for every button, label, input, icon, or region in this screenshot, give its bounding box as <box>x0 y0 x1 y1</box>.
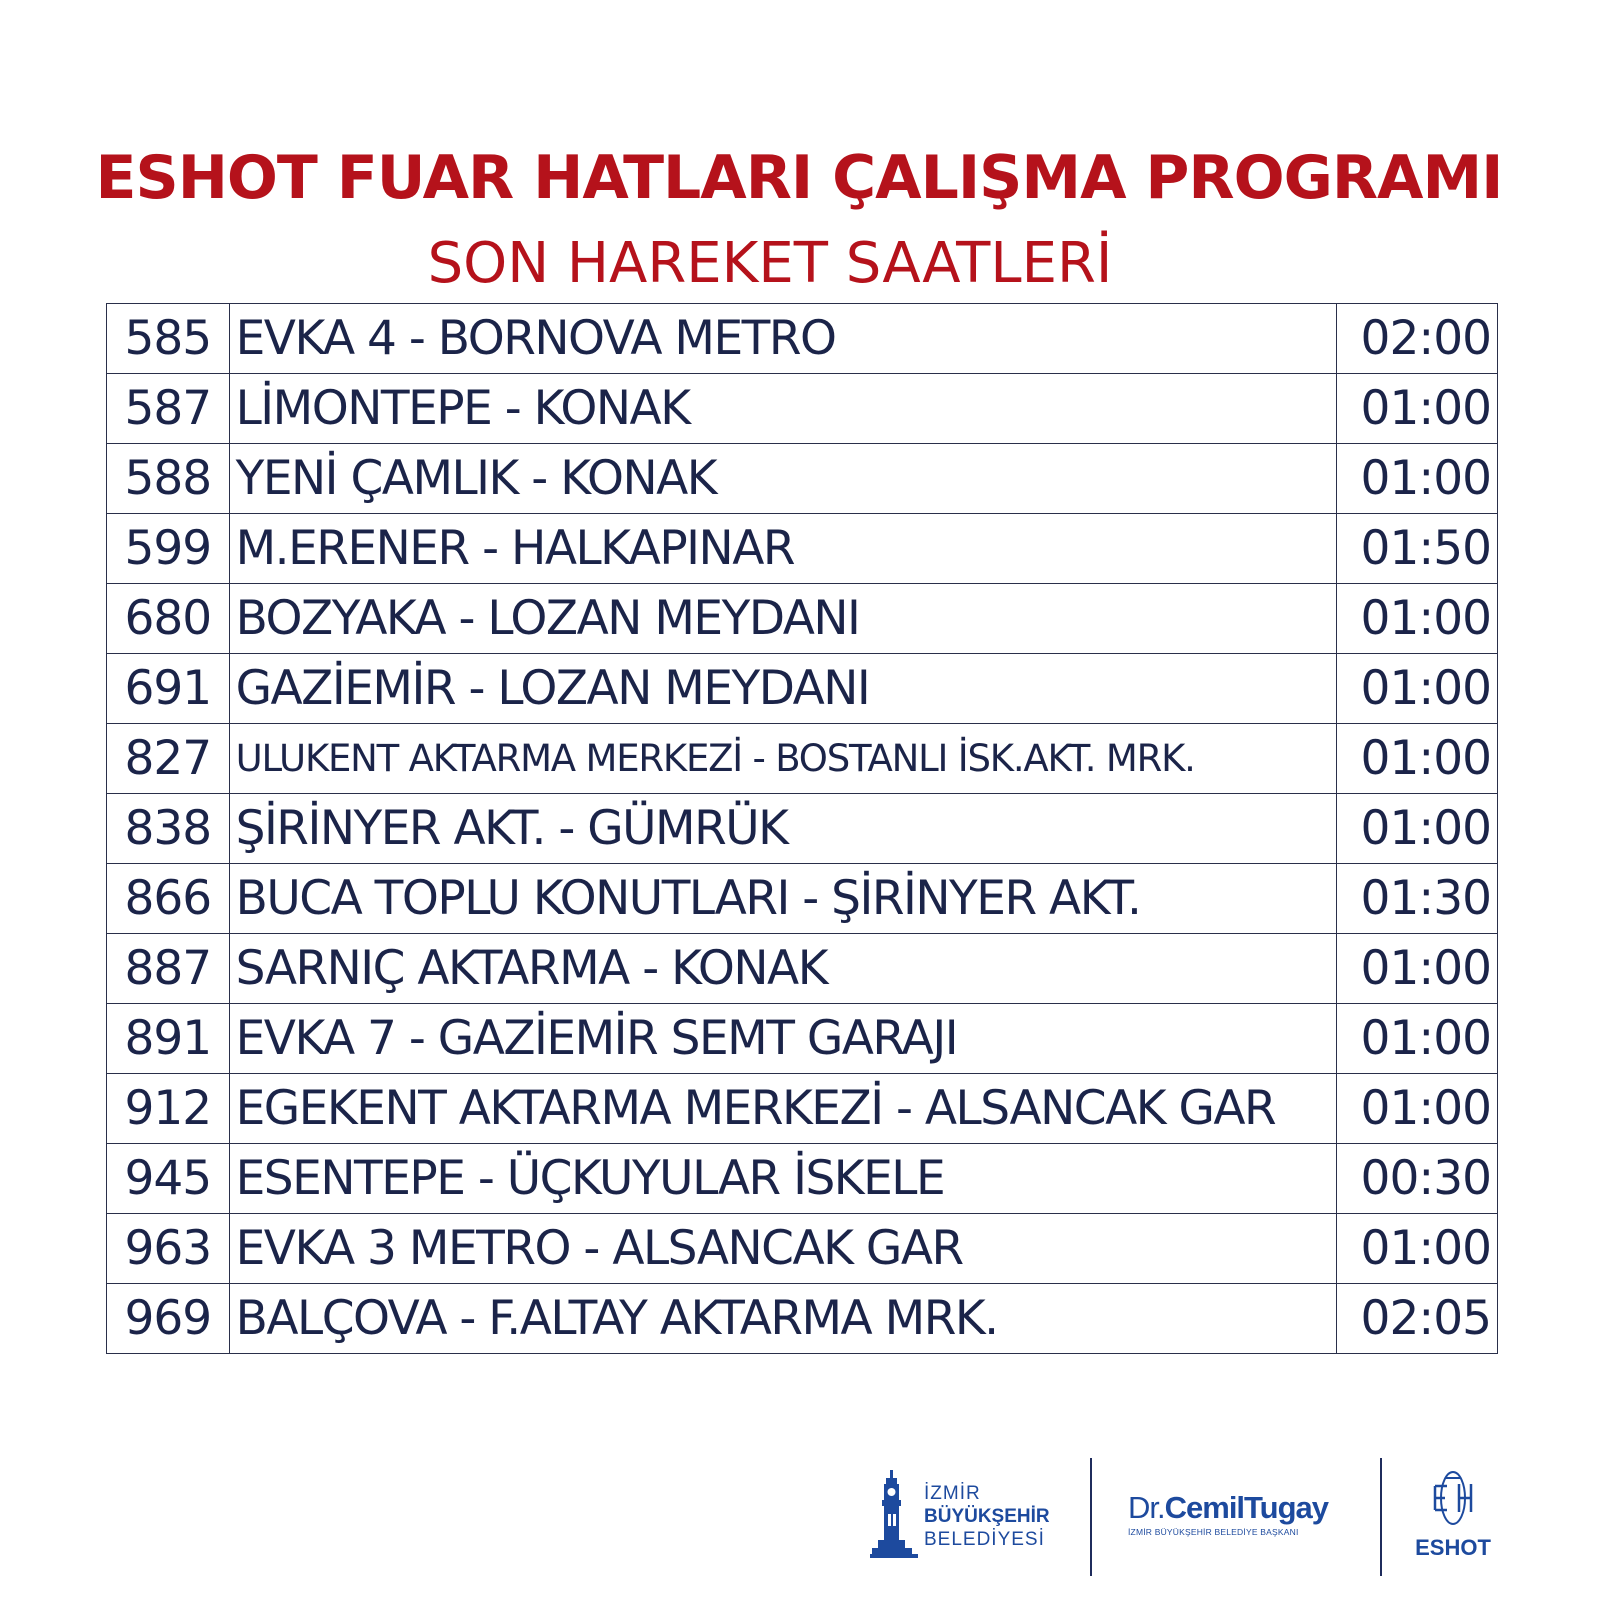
table-row <box>107 864 1498 934</box>
line-number: 599 <box>107 514 230 584</box>
route-name: ŞİRİNYER AKT. - GÜMRÜK <box>229 794 1337 864</box>
schedule-table <box>106 303 1498 1354</box>
line-number: 691 <box>107 654 230 724</box>
route-name: ULUKENT AKTARMA MERKEZİ - BOSTANLI İSK.AKT. MRK. <box>229 724 1337 794</box>
ibb-line-3: BELEDİYESİ <box>924 1529 1045 1550</box>
last-departure-time: 01:00 <box>1337 1074 1498 1144</box>
last-departure-time: 01:30 <box>1337 864 1498 934</box>
last-departure-time: 01:50 <box>1337 514 1498 584</box>
line-number: 969 <box>107 1284 230 1354</box>
table-row <box>107 1284 1498 1354</box>
eshot-monogram-icon <box>1425 1468 1481 1528</box>
last-departure-time: 02:05 <box>1337 1284 1498 1354</box>
route-name: ESENTEPE - ÜÇKUYULAR İSKELE <box>229 1144 1337 1214</box>
mayor-full-name: CemilTugay <box>1164 1490 1329 1525</box>
izmir-buyuksehir-text <box>924 1482 1050 1551</box>
footer <box>0 1440 1598 1580</box>
mayor-name <box>1128 1490 1358 1526</box>
table-row <box>107 934 1498 1004</box>
last-departure-time: 01:00 <box>1337 444 1498 514</box>
table-row <box>107 304 1498 374</box>
last-departure-time: 01:00 <box>1337 374 1498 444</box>
last-departure-time: 01:00 <box>1337 724 1498 794</box>
line-number: 680 <box>107 584 230 654</box>
eshot-logo <box>1408 1468 1498 1568</box>
ibb-line-1: İZMİR <box>924 1483 981 1504</box>
route-name: EVKA 7 - GAZİEMİR SEMT GARAJI <box>229 1004 1337 1074</box>
route-name: M.ERENER - HALKAPINAR <box>229 514 1337 584</box>
line-number: 891 <box>107 1004 230 1074</box>
table-row <box>107 514 1498 584</box>
route-name: EVKA 3 METRO - ALSANCAK GAR <box>229 1214 1337 1284</box>
route-name: BOZYAKA - LOZAN MEYDANI <box>229 584 1337 654</box>
table-row <box>107 374 1498 444</box>
last-departure-time: 01:00 <box>1337 1214 1498 1284</box>
footer-divider <box>1380 1458 1382 1576</box>
page-subtitle: SON HAREKET SAATLERİ <box>427 231 1113 296</box>
mayor-title-prefix: Dr. <box>1128 1490 1165 1525</box>
mayor-role: İZMİR BÜYÜKŞEHİR BELEDİYE BAŞKANI <box>1128 1527 1299 1537</box>
line-number: 887 <box>107 934 230 1004</box>
route-name: GAZİEMİR - LOZAN MEYDANI <box>229 654 1337 724</box>
route-name: SARNIÇ AKTARMA - KONAK <box>229 934 1337 1004</box>
line-number: 963 <box>107 1214 230 1284</box>
ibb-line-2: BÜYÜKŞEHİR <box>924 1506 1050 1527</box>
line-number: 587 <box>107 374 230 444</box>
route-name: EVKA 4 - BORNOVA METRO <box>229 304 1337 374</box>
last-departure-time: 01:00 <box>1337 934 1498 1004</box>
table-row <box>107 794 1498 864</box>
eshot-label: ESHOT <box>1415 1535 1491 1560</box>
route-name: BUCA TOPLU KONUTLARI - ŞİRİNYER AKT. <box>229 864 1337 934</box>
line-number: 838 <box>107 794 230 864</box>
route-name: BALÇOVA - F.ALTAY AKTARMA MRK. <box>229 1284 1337 1354</box>
table-row <box>107 444 1498 514</box>
footer-divider <box>1090 1458 1092 1576</box>
table-row <box>107 724 1498 794</box>
last-departure-time: 01:00 <box>1337 584 1498 654</box>
table-row <box>107 1214 1498 1284</box>
table-row <box>107 654 1498 724</box>
last-departure-time: 02:00 <box>1337 304 1498 374</box>
last-departure-time: 01:00 <box>1337 794 1498 864</box>
line-number: 588 <box>107 444 230 514</box>
table-row <box>107 1144 1498 1214</box>
table-row <box>107 1074 1498 1144</box>
last-departure-time: 01:00 <box>1337 1004 1498 1074</box>
clock-tower-icon <box>870 1468 920 1563</box>
table-row <box>107 584 1498 654</box>
last-departure-time: 00:30 <box>1337 1144 1498 1214</box>
table-row <box>107 1004 1498 1074</box>
line-number: 827 <box>107 724 230 794</box>
route-name: YENİ ÇAMLIK - KONAK <box>229 444 1337 514</box>
cemil-tugay-signature <box>1128 1490 1358 1538</box>
line-number: 866 <box>107 864 230 934</box>
page-title: ESHOT FUAR HATLARI ÇALIŞMA PROGRAMI <box>95 143 1503 213</box>
line-number: 585 <box>107 304 230 374</box>
line-number: 912 <box>107 1074 230 1144</box>
line-number: 945 <box>107 1144 230 1214</box>
route-name: LİMONTEPE - KONAK <box>229 374 1337 444</box>
schedule-body <box>107 304 1498 1354</box>
route-name: EGEKENT AKTARMA MERKEZİ - ALSANCAK GAR <box>229 1074 1337 1144</box>
last-departure-time: 01:00 <box>1337 654 1498 724</box>
izmir-buyuksehir-logo <box>870 1468 1060 1568</box>
